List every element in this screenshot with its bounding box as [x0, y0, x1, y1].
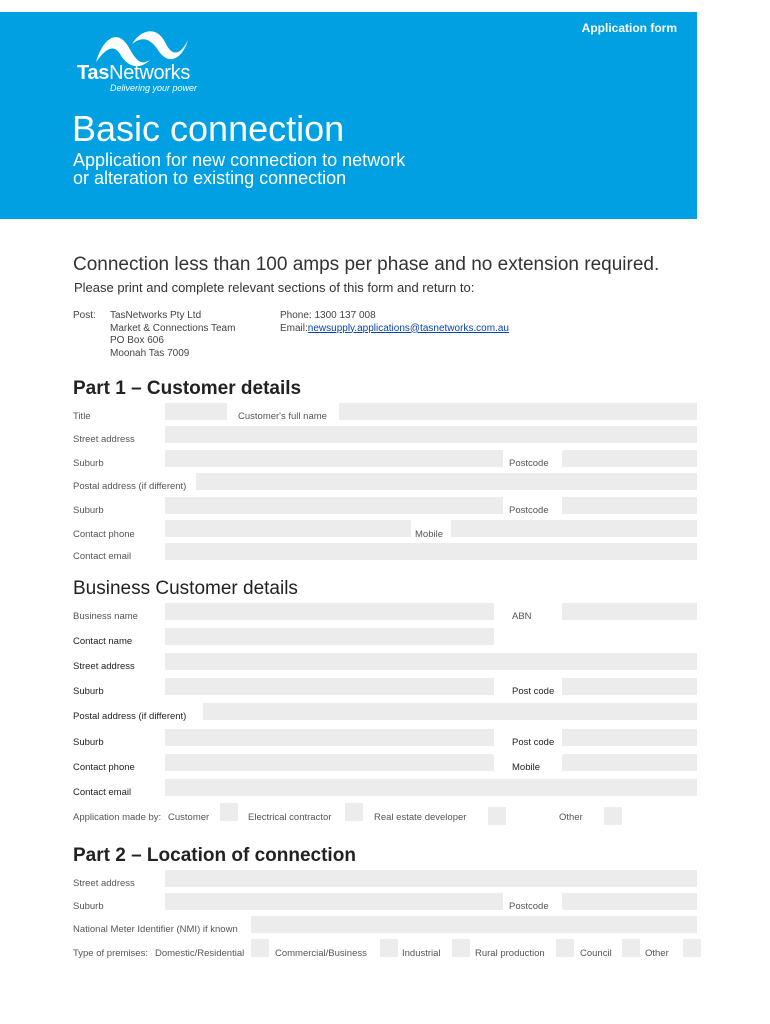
business-suburb2-label: Suburb — [73, 737, 104, 748]
suburb2-label: Suburb — [73, 505, 104, 516]
business-street-label: Street address — [73, 661, 135, 672]
business-suburb2-field[interactable] — [165, 729, 494, 746]
business-postcode2-label: Post code — [512, 737, 555, 748]
full-name-field[interactable] — [339, 403, 697, 420]
email-link[interactable]: newsupply.applications@tasnetworks.com.au — [307, 322, 509, 334]
postal-address-field[interactable] — [196, 473, 697, 490]
page-title: Basic connection — [72, 108, 345, 149]
opt-electrical-checkbox[interactable] — [345, 803, 363, 821]
business-postcode2-field[interactable] — [562, 729, 697, 746]
title-label: Title — [73, 411, 91, 422]
opt-council-checkbox[interactable] — [622, 939, 640, 957]
nmi-label: National Meter Identifier (NMI) if known — [73, 924, 238, 935]
opt-council-label: Council — [580, 948, 612, 959]
business-email-field[interactable] — [165, 779, 697, 796]
contact-name-label: Contact name — [73, 636, 133, 647]
opt-domestic-checkbox[interactable] — [251, 939, 269, 957]
opt-other-premises-label: Other — [645, 948, 669, 959]
opt-other-premises-checkbox[interactable] — [683, 939, 701, 957]
opt-electrical-label: Electrical contractor — [248, 812, 332, 823]
opt-real-estate-checkbox[interactable] — [488, 807, 506, 825]
business-heading: Business Customer details — [73, 578, 298, 599]
abn-label: ABN — [512, 611, 532, 622]
contact-phone-field[interactable] — [165, 520, 411, 537]
business-email-label: Contact email — [73, 787, 132, 798]
page-subtitle-line2: or alteration to existing connection — [73, 168, 347, 188]
location-street-label: Street address — [73, 878, 135, 889]
post-label: Post: — [73, 310, 96, 321]
opt-commercial-label: Commercial/Business — [275, 948, 367, 959]
suburb-label: Suburb — [73, 458, 104, 469]
business-street-field[interactable] — [165, 653, 697, 670]
postcode-field[interactable] — [562, 450, 697, 467]
part2-heading: Part 2 – Location of connection — [73, 845, 356, 866]
business-mobile-field[interactable] — [562, 754, 697, 771]
postcode2-label: Postcode — [509, 505, 549, 516]
full-name-label: Customer's full name — [238, 411, 327, 422]
instruction-text: Please print and complete relevant sections of this form and return to: — [74, 280, 475, 295]
business-postcode-label: Post code — [512, 686, 555, 697]
opt-rural-label: Rural production — [475, 948, 545, 959]
location-postcode-label: Postcode — [509, 901, 549, 912]
contact-info: Phone: 1300 137 008 Email:newsupply.applications@tasnetworks.com.au — [280, 310, 509, 334]
business-suburb-label: Suburb — [73, 686, 104, 697]
business-name-label: Business name — [73, 611, 138, 622]
business-postal-field[interactable] — [203, 703, 697, 720]
business-name-field[interactable] — [165, 603, 494, 620]
connection-lead-text: Connection less than 100 amps per phase and no extension required. — [73, 254, 660, 275]
postcode2-field[interactable] — [562, 497, 697, 514]
opt-commercial-checkbox[interactable] — [380, 939, 398, 957]
opt-real-estate-label: Real estate developer — [374, 812, 467, 823]
phone-number: Phone: 1300 137 008 — [280, 310, 376, 321]
business-mobile-label: Mobile — [512, 762, 540, 773]
location-street-field[interactable] — [165, 870, 697, 887]
opt-other-label: Other — [559, 812, 583, 823]
opt-customer-checkbox[interactable] — [220, 803, 238, 821]
contact-phone-label: Contact phone — [73, 529, 135, 540]
premises-label: Type of premises: — [73, 948, 148, 959]
contact-name-field[interactable] — [165, 628, 494, 645]
logo-tagline: Delivering your power — [110, 83, 198, 93]
suburb2-field[interactable] — [165, 497, 503, 514]
location-postcode-field[interactable] — [562, 893, 697, 910]
street-address-label: Street address — [73, 434, 135, 445]
opt-industrial-label: Industrial — [402, 948, 441, 959]
form-type-label: Application form — [581, 21, 677, 35]
postcode-label: Postcode — [509, 458, 549, 469]
title-field[interactable] — [165, 403, 227, 420]
postal-address: TasNetworks Pty Ltd Market & Connections Team PO Box 606 Moonah Tas 7009 — [110, 310, 236, 359]
contact-email-label: Contact email — [73, 551, 132, 562]
mobile-label: Mobile — [415, 529, 443, 540]
location-suburb-label: Suburb — [73, 901, 104, 912]
application-made-by-label: Application made by: — [73, 812, 162, 823]
opt-industrial-checkbox[interactable] — [452, 939, 470, 957]
business-phone-label: Contact phone — [73, 762, 135, 773]
business-phone-field[interactable] — [165, 754, 494, 771]
logo-wordmark: TasNetworks — [77, 62, 191, 84]
suburb-field[interactable] — [165, 450, 503, 467]
business-postcode-field[interactable] — [562, 678, 697, 695]
nmi-field[interactable] — [251, 916, 697, 933]
abn-field[interactable] — [562, 603, 697, 620]
opt-other-checkbox[interactable] — [604, 807, 622, 825]
location-suburb-field[interactable] — [165, 893, 503, 910]
mobile-field[interactable] — [451, 520, 697, 537]
contact-email-field[interactable] — [165, 543, 697, 560]
business-postal-label: Postal address (if different) — [73, 711, 187, 722]
opt-rural-checkbox[interactable] — [556, 939, 574, 957]
opt-customer-label: Customer — [168, 812, 210, 823]
opt-domestic-label: Domestic/Residential — [155, 948, 245, 959]
part1-heading: Part 1 – Customer details — [73, 378, 302, 399]
postal-address-label: Postal address (if different) — [73, 481, 187, 492]
street-address-field[interactable] — [165, 426, 697, 443]
page-subtitle-line1: Application for new connection to network — [73, 150, 406, 170]
business-suburb-field[interactable] — [165, 678, 494, 695]
